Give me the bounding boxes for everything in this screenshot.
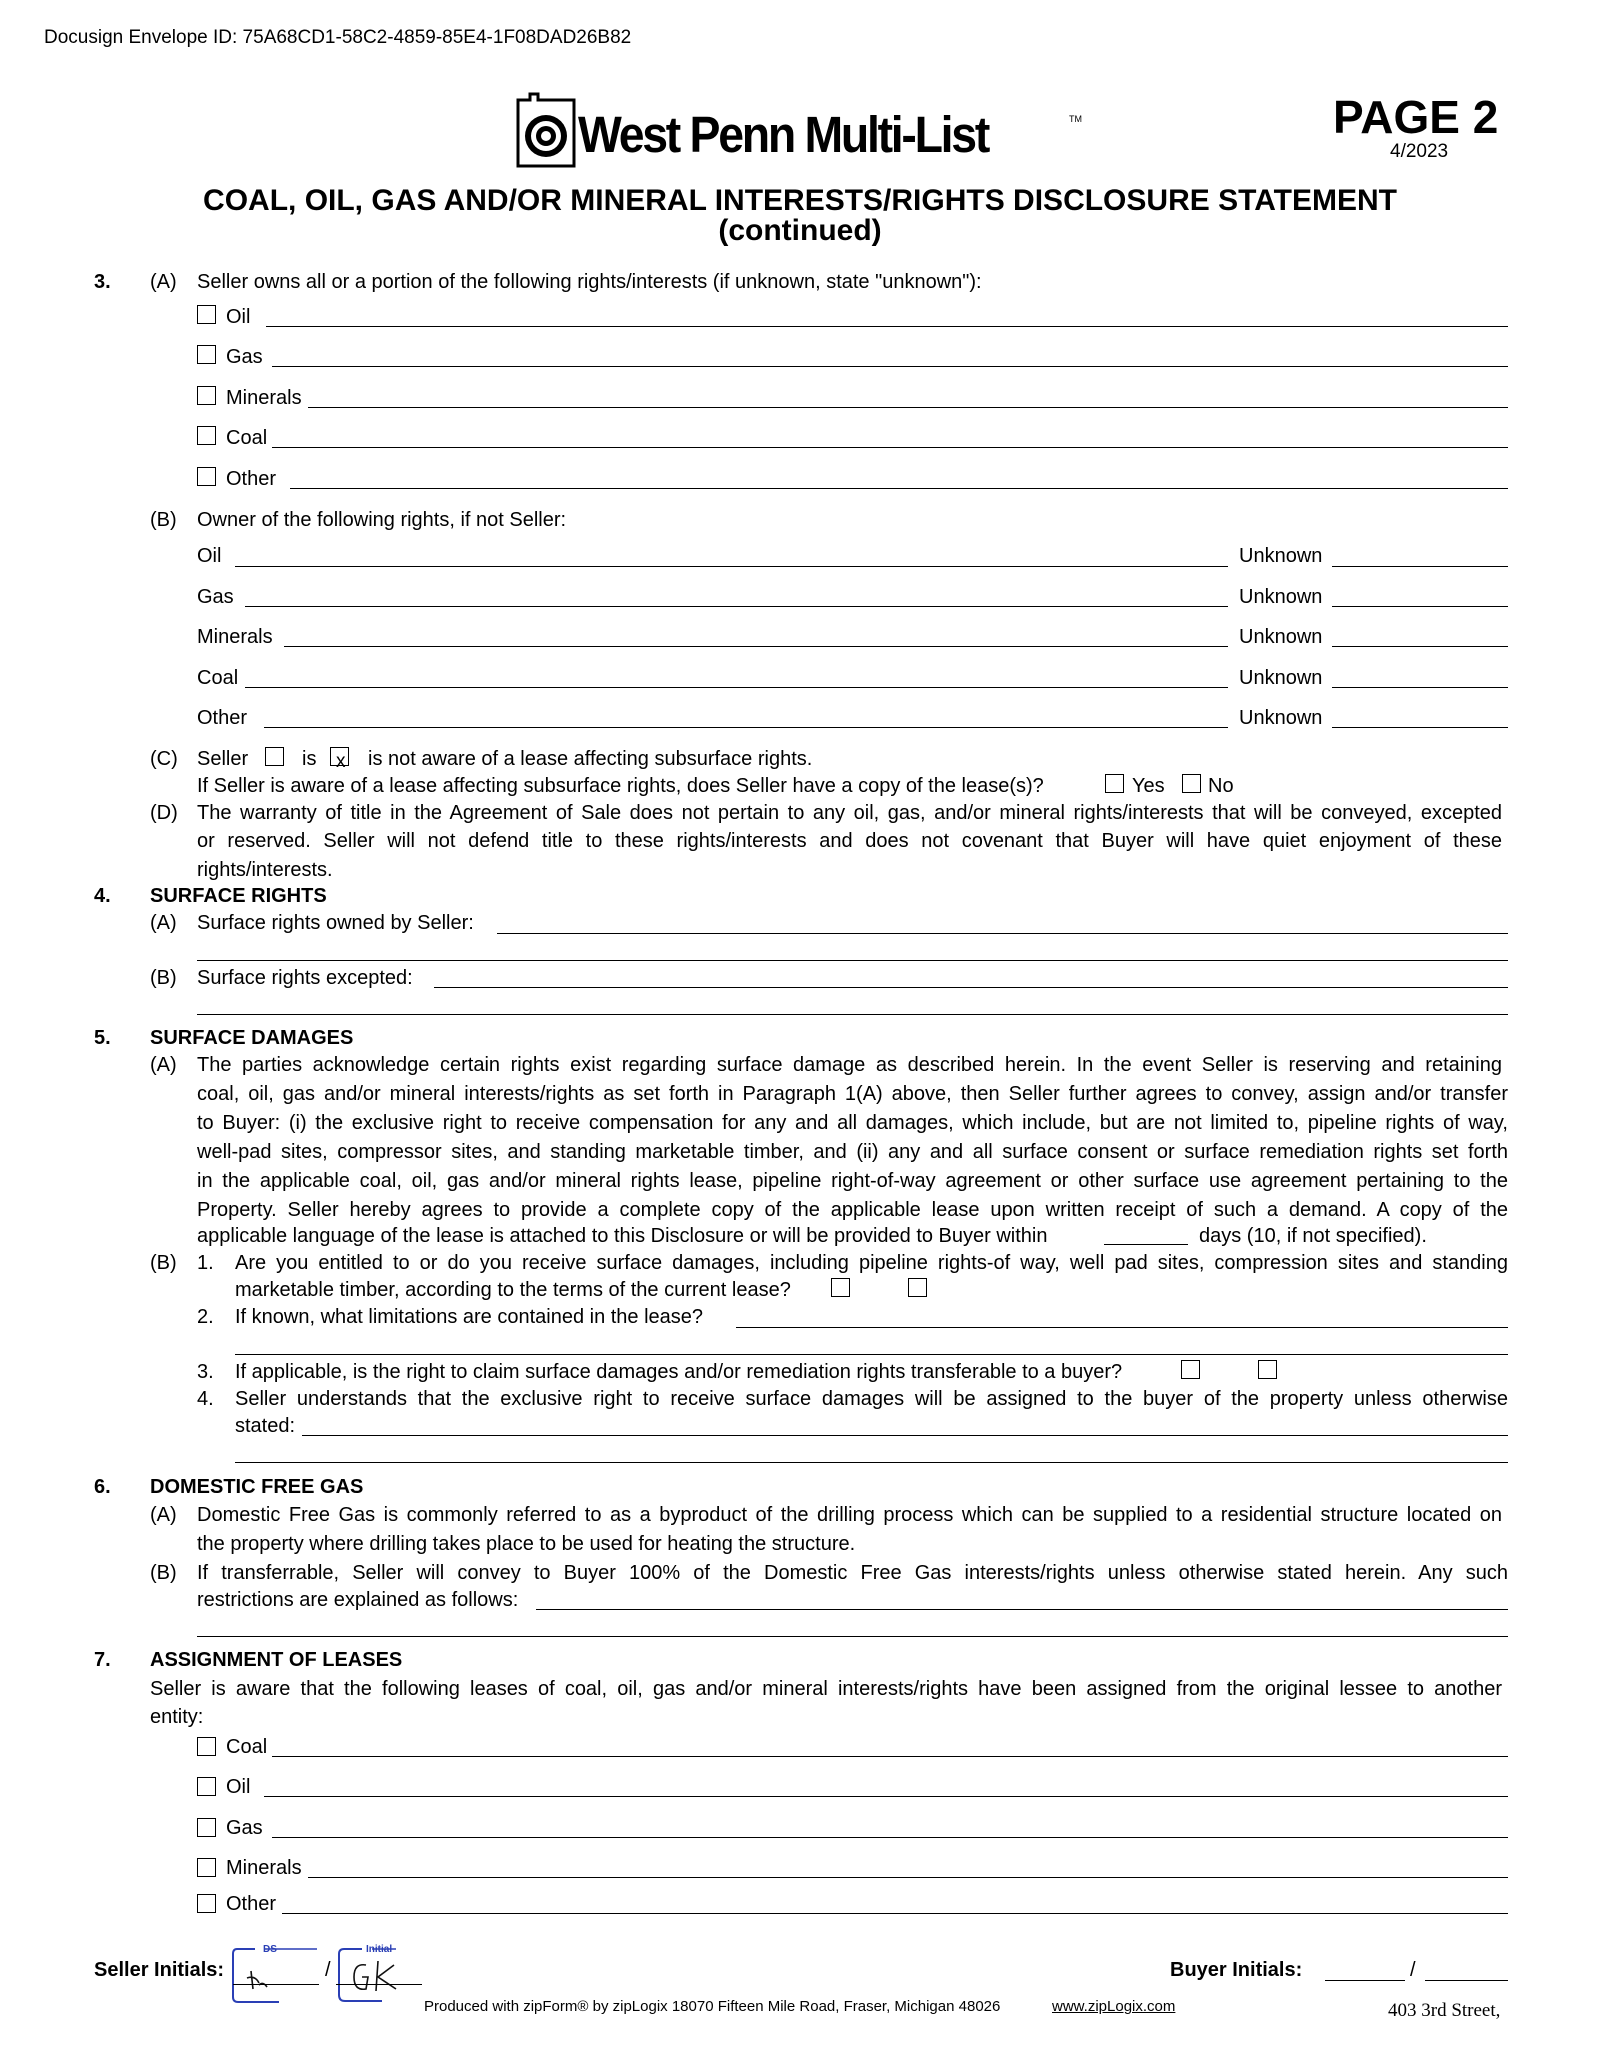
seller-initial-line-1 — [233, 1984, 319, 1985]
section-5a-line-2: coal, oil, gas and/or mineral interests/rights as set forth in Paragraph 1(A) above, then Seller further agrees to convey, assign and/or transfer — [197, 1083, 1508, 1105]
field-3b-oil-owner[interactable] — [235, 566, 1228, 567]
label-3a-other: Other — [226, 468, 277, 490]
section-5a-line-4: well-pad sites, compressor sites, and standing marketable timber, and (ii) any and all surface consent or surface remediation rights set forth — [197, 1141, 1508, 1163]
label-3b-gas-unknown: Unknown — [1239, 586, 1323, 608]
section-3c-seller: Seller — [197, 748, 249, 770]
field-6b-line-2[interactable] — [197, 1636, 1508, 1637]
document-title: COAL, OIL, GAS AND/OR MINERAL INTERESTS/RIGHTS DISCLOSURE STATEMENT — [203, 184, 1397, 217]
section-6b-label: (B) — [150, 1562, 177, 1584]
field-3b-gas-unknown[interactable] — [1332, 606, 1508, 607]
field-4a-line-2[interactable] — [197, 960, 1508, 961]
checkbox-seller-is-aware[interactable] — [265, 747, 284, 766]
section-6a-line-2: the property where drilling takes place to be used for heating the structure. — [197, 1533, 856, 1555]
checkbox-7-oil[interactable] — [197, 1777, 216, 1796]
section-3c-label: (C) — [150, 748, 178, 770]
section-4b-label: (B) — [150, 967, 177, 989]
field-3b-minerals-owner[interactable] — [284, 646, 1228, 647]
field-4b-line-1[interactable] — [434, 987, 1508, 988]
west-penn-logo — [516, 92, 1082, 168]
checkbox-5b1-yes[interactable] — [831, 1278, 850, 1297]
section-3d-line-2: or reserved. Seller will not defend title to these rights/interests and does not covenant that Buyer will have quiet enjoyment of these — [197, 830, 1502, 852]
label-3a-oil: Oil — [226, 306, 251, 328]
checkbox-3a-gas[interactable] — [197, 345, 216, 364]
section-7-line-1: Seller is aware that the following leases of coal, oil, gas and/or mineral interests/rights have been assigned from the original lessee to another — [150, 1678, 1502, 1700]
field-5b4-line-1[interactable] — [302, 1435, 1508, 1436]
section-5b4-line-1: Seller understands that the exclusive right to receive surface damages will be assigned to the buyer of the property unless otherwise — [235, 1388, 1508, 1410]
checkbox-7-other[interactable] — [197, 1894, 216, 1913]
section-3d-line-1: The warranty of title in the Agreement of Sale does not pertain to any oil, gas, and/or mineral rights/interests that will be conveyed, excepted — [197, 802, 1502, 824]
seller-initials-slash: / — [325, 1959, 331, 1981]
label-7-gas: Gas — [226, 1817, 263, 1839]
seller-initial-line-2 — [336, 1984, 422, 1985]
section-5b4-line-2: stated: — [235, 1415, 296, 1437]
section-5a-line-1: The parties acknowledge certain rights exist regarding surface damage as described herein. In the event Seller is reserving and retaining — [197, 1054, 1502, 1076]
field-3b-coal-owner[interactable] — [245, 687, 1228, 688]
checkbox-checked-mark: x — [336, 751, 346, 772]
checkbox-7-gas[interactable] — [197, 1818, 216, 1837]
revision-date: 4/2023 — [1390, 141, 1449, 162]
label-3c-yes: Yes — [1132, 775, 1165, 797]
section-6b-line-1: If transferrable, Seller will convey to Buyer 100% of the Domestic Free Gas interests/rights unless otherwise stated herein. Any such — [197, 1562, 1508, 1584]
checkbox-3a-other[interactable] — [197, 467, 216, 486]
section-5a-line-3: to Buyer: (i) the exclusive right to receive compensation for any and all damages, which include, but are not limited to, pipeline rights of way, — [197, 1112, 1508, 1134]
section-5b2-number: 2. — [197, 1306, 214, 1328]
field-7-minerals[interactable] — [308, 1877, 1508, 1878]
field-3b-minerals-unknown[interactable] — [1332, 646, 1508, 647]
section-4a-text: Surface rights owned by Seller: — [197, 912, 474, 934]
section-3-number: 3. — [94, 271, 111, 293]
checkbox-3a-minerals[interactable] — [197, 386, 216, 405]
section-7-number: 7. — [94, 1649, 111, 1671]
label-3b-other-unknown: Unknown — [1239, 707, 1323, 729]
section-5a-line-6: Property. Seller hereby agrees to provide a complete copy of the applicable lease upon written receipt of such a demand. A copy of the — [197, 1199, 1508, 1221]
checkbox-3c-yes[interactable] — [1105, 774, 1124, 793]
section-5b4-number: 4. — [197, 1388, 214, 1410]
label-7-minerals: Minerals — [226, 1857, 302, 1879]
page-label: PAGE 2 — [1333, 91, 1499, 143]
section-3b-text: Owner of the following rights, if not Seller: — [197, 509, 567, 531]
label-3a-coal: Coal — [226, 427, 268, 449]
logo-text: West Penn Multi-List — [578, 106, 989, 163]
field-3a-minerals[interactable] — [308, 407, 1508, 408]
checkbox-7-coal[interactable] — [197, 1737, 216, 1756]
label-7-oil: Oil — [226, 1776, 251, 1798]
field-5b2-line-2[interactable] — [235, 1354, 1508, 1355]
buyer-initial-line-1[interactable] — [1325, 1980, 1405, 1981]
section-6a-label: (A) — [150, 1504, 177, 1526]
section-7-heading: ASSIGNMENT OF LEASES — [150, 1649, 403, 1671]
section-5b3-number: 3. — [197, 1361, 214, 1383]
section-5b1-number: 1. — [197, 1252, 214, 1274]
section-5b3-text: If applicable, is the right to claim surface damages and/or remediation rights transferable to a buyer? — [235, 1361, 1123, 1383]
section-3c-is: is — [302, 748, 317, 770]
section-4a-label: (A) — [150, 912, 177, 934]
field-5b4-line-2[interactable] — [235, 1462, 1508, 1463]
field-7-gas[interactable] — [272, 1837, 1508, 1838]
field-3a-oil[interactable] — [266, 326, 1508, 327]
produced-by-text: Produced with zipForm® by zipLogix 18070 Fifteen Mile Road, Fraser, Michigan 48026 — [424, 1998, 1001, 2015]
label-3b-oil: Oil — [197, 545, 222, 567]
field-7-oil[interactable] — [264, 1796, 1508, 1797]
ziplogix-link[interactable]: www.zipLogix.com — [1052, 1998, 1176, 2015]
section-3a-text: Seller owns all or a portion of the following rights/interests (if unknown, state "unknown"): — [197, 271, 982, 293]
label-3b-minerals: Minerals — [197, 626, 273, 648]
label-3a-gas: Gas — [226, 346, 263, 368]
field-3b-coal-unknown[interactable] — [1332, 687, 1508, 688]
field-3a-gas[interactable] — [272, 366, 1508, 367]
seller-initial-ds-box[interactable] — [231, 1945, 321, 2005]
buyer-initial-line-2[interactable] — [1425, 1980, 1508, 1981]
label-3b-minerals-unknown: Unknown — [1239, 626, 1323, 648]
section-3b-label: (B) — [150, 509, 177, 531]
checkbox-5b1-no[interactable] — [908, 1278, 927, 1297]
field-7-coal[interactable] — [272, 1756, 1508, 1757]
field-3a-coal[interactable] — [272, 447, 1508, 448]
target-logo-icon — [516, 92, 576, 168]
section-6a-line-1: Domestic Free Gas is commonly referred to as a byproduct of the drilling process which can be supplied to a residential structure located on — [197, 1504, 1502, 1526]
buyer-initials-slash: / — [1410, 1959, 1416, 1981]
section-4-heading: SURFACE RIGHTS — [150, 885, 327, 907]
label-3a-minerals: Minerals — [226, 387, 302, 409]
section-5a-last-tail: days (10, if not specified). — [1199, 1225, 1427, 1247]
checkbox-7-minerals[interactable] — [197, 1858, 216, 1877]
field-5b2-line-1[interactable] — [736, 1327, 1508, 1328]
trademark-mark: TM — [1069, 114, 1082, 124]
section-5b-label: (B) — [150, 1252, 177, 1274]
section-3d-line-3: rights/interests. — [197, 859, 333, 881]
section-3d-label: (D) — [150, 802, 178, 824]
section-7-line-2: entity: — [150, 1706, 204, 1728]
label-3b-coal-unknown: Unknown — [1239, 667, 1323, 689]
label-3b-oil-unknown: Unknown — [1239, 545, 1323, 567]
section-4-number: 4. — [94, 885, 111, 907]
ds-tag: DS — [263, 1944, 277, 1955]
section-3c-not-aware: is not aware of a lease affecting subsurface rights. — [368, 748, 813, 770]
seller-initials-label: Seller Initials: — [94, 1959, 225, 1981]
field-3b-oil-unknown[interactable] — [1332, 566, 1508, 567]
label-3b-gas: Gas — [197, 586, 234, 608]
field-7-other[interactable] — [282, 1913, 1508, 1914]
section-5a-line-5: in the applicable coal, oil, gas and/or mineral rights lease, pipeline right-of-way agreement or other surface use agreement pertaining to the — [197, 1170, 1508, 1192]
label-7-coal: Coal — [226, 1736, 268, 1758]
field-3b-other-unknown[interactable] — [1332, 727, 1508, 728]
section-5a-label: (A) — [150, 1054, 177, 1076]
buyer-initials-label: Buyer Initials: — [1170, 1959, 1303, 1981]
checkbox-3a-oil[interactable] — [197, 305, 216, 324]
field-3b-other-owner[interactable] — [264, 727, 1228, 728]
checkbox-3a-coal[interactable] — [197, 426, 216, 445]
field-4a-line-1[interactable] — [497, 933, 1508, 934]
section-3a-label: (A) — [150, 271, 177, 293]
initial-tag: Initial — [366, 1944, 393, 1955]
section-5-heading: SURFACE DAMAGES — [150, 1027, 354, 1049]
field-6b-line-1[interactable] — [536, 1609, 1508, 1610]
checkbox-3c-no[interactable] — [1182, 774, 1201, 793]
section-5b1-line-1: Are you entitled to or do you receive surface damages, including pipeline rights-of way, well pad sites, compression sites and standing — [235, 1252, 1508, 1274]
envelope-id: Docusign Envelope ID: 75A68CD1-58C2-4859-85E4-1F08DAD26B82 — [44, 27, 632, 48]
checkbox-5b3-yes[interactable] — [1181, 1360, 1200, 1379]
checkbox-5b3-no[interactable] — [1258, 1360, 1277, 1379]
section-5b1-line-2: marketable timber, according to the terms of the current lease? — [235, 1279, 791, 1301]
property-address: 403 3rd Street, — [1388, 2000, 1501, 2021]
section-3c-question: If Seller is aware of a lease affecting subsurface rights, does Seller have a copy of the lease(s)? — [197, 775, 1044, 797]
section-5a-last-lead: applicable language of the lease is attached to this Disclosure or will be provided to Buyer within — [197, 1225, 1048, 1247]
section-6-number: 6. — [94, 1476, 111, 1498]
section-5b2-text: If known, what limitations are contained in the lease? — [235, 1306, 704, 1328]
label-3b-other: Other — [197, 707, 248, 729]
document-subtitle: (continued) — [718, 214, 882, 247]
field-3b-gas-owner[interactable] — [245, 606, 1228, 607]
field-days[interactable] — [1104, 1244, 1188, 1245]
section-6-heading: DOMESTIC FREE GAS — [150, 1476, 364, 1498]
section-4b-text: Surface rights excepted: — [197, 967, 413, 989]
label-7-other: Other — [226, 1893, 277, 1915]
field-4b-line-2[interactable] — [197, 1014, 1508, 1015]
label-3c-no: No — [1208, 775, 1234, 797]
label-3b-coal: Coal — [197, 667, 239, 689]
seller-initial-box-2[interactable] — [336, 1945, 426, 2005]
section-5-number: 5. — [94, 1027, 111, 1049]
field-3a-other[interactable] — [290, 488, 1508, 489]
section-6b-line-2: restrictions are explained as follows: — [197, 1589, 519, 1611]
